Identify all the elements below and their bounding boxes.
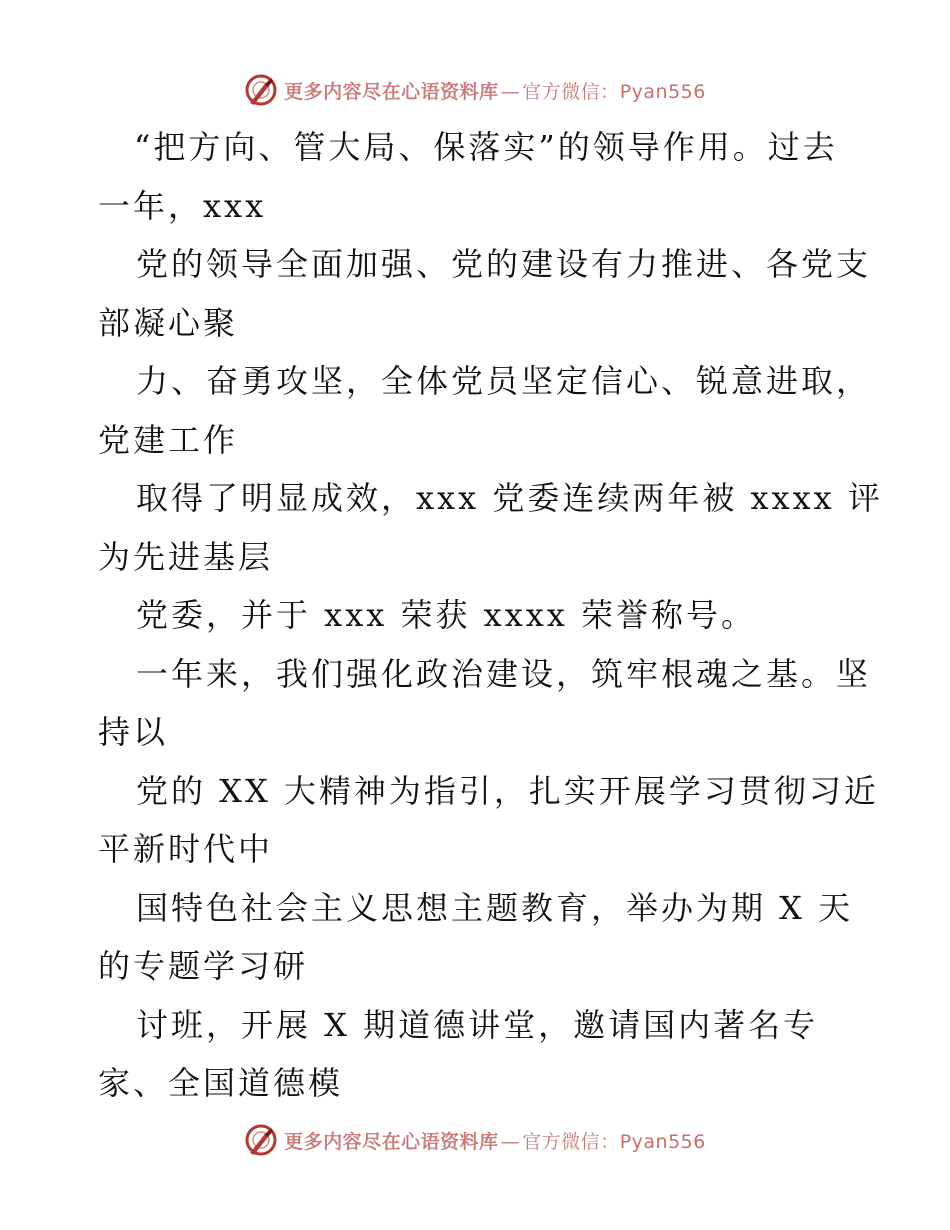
text-line: 持以 xyxy=(98,713,169,751)
watermark-id: Pyan556 xyxy=(619,80,706,103)
watermark-label: 官方微信： xyxy=(522,1130,620,1153)
watermark-label: 官方微信： xyxy=(522,80,620,103)
text-line: 一年来，我们强化政治建设，筑牢根魂之基。坚 xyxy=(136,654,872,693)
footer-watermark xyxy=(0,1120,950,1160)
document-body xyxy=(98,118,883,1113)
watermark-brand: 更多内容尽在心语资料库 xyxy=(284,80,499,103)
text-line: 党的领导全面加强、党的建设有力推进、各党支 xyxy=(136,245,872,283)
header-watermark xyxy=(0,70,950,110)
text-line: 力、奋勇攻坚，全体党员坚定信心、锐意进取， xyxy=(136,362,872,400)
watermark-separator: — xyxy=(500,80,521,103)
text-line: 平新时代中 xyxy=(98,830,274,868)
text-line: 家、全国道德模 xyxy=(98,1064,344,1102)
text-line: 党建工作 xyxy=(98,420,239,459)
text-line: 的专题学习研 xyxy=(98,947,309,985)
pen-logo-icon xyxy=(244,73,278,107)
pen-logo-icon xyxy=(244,1123,278,1157)
text-line: 讨班，开展 X 期道德讲堂，邀请国内著名专 xyxy=(136,1005,819,1044)
text-line: 为先进基层 xyxy=(98,537,274,576)
text-line: 国特色社会主义思想主题教育，举办为期 X 天 xyxy=(136,888,854,927)
text-line: “把方向、管大局、保落实”的领导作用。过去 xyxy=(134,128,838,166)
text-line: 党委，并于 xxx 荣获 xxxx 荣誉称号。 xyxy=(136,596,757,634)
watermark-id: Pyan556 xyxy=(619,1130,706,1153)
watermark-text xyxy=(284,77,706,104)
watermark-brand: 更多内容尽在心语资料库 xyxy=(284,1130,499,1153)
watermark-text xyxy=(284,1127,706,1154)
text-line: 部凝心聚 xyxy=(98,303,239,342)
text-line: 取得了明显成效，xxx 党委连续两年被 xxxx 评 xyxy=(136,479,883,517)
text-line: 党的 XX 大精神为指引，扎实开展学习贯彻习近 xyxy=(136,771,879,810)
watermark-separator: — xyxy=(500,1130,521,1153)
text-line: 一年，xxx xyxy=(98,186,267,225)
